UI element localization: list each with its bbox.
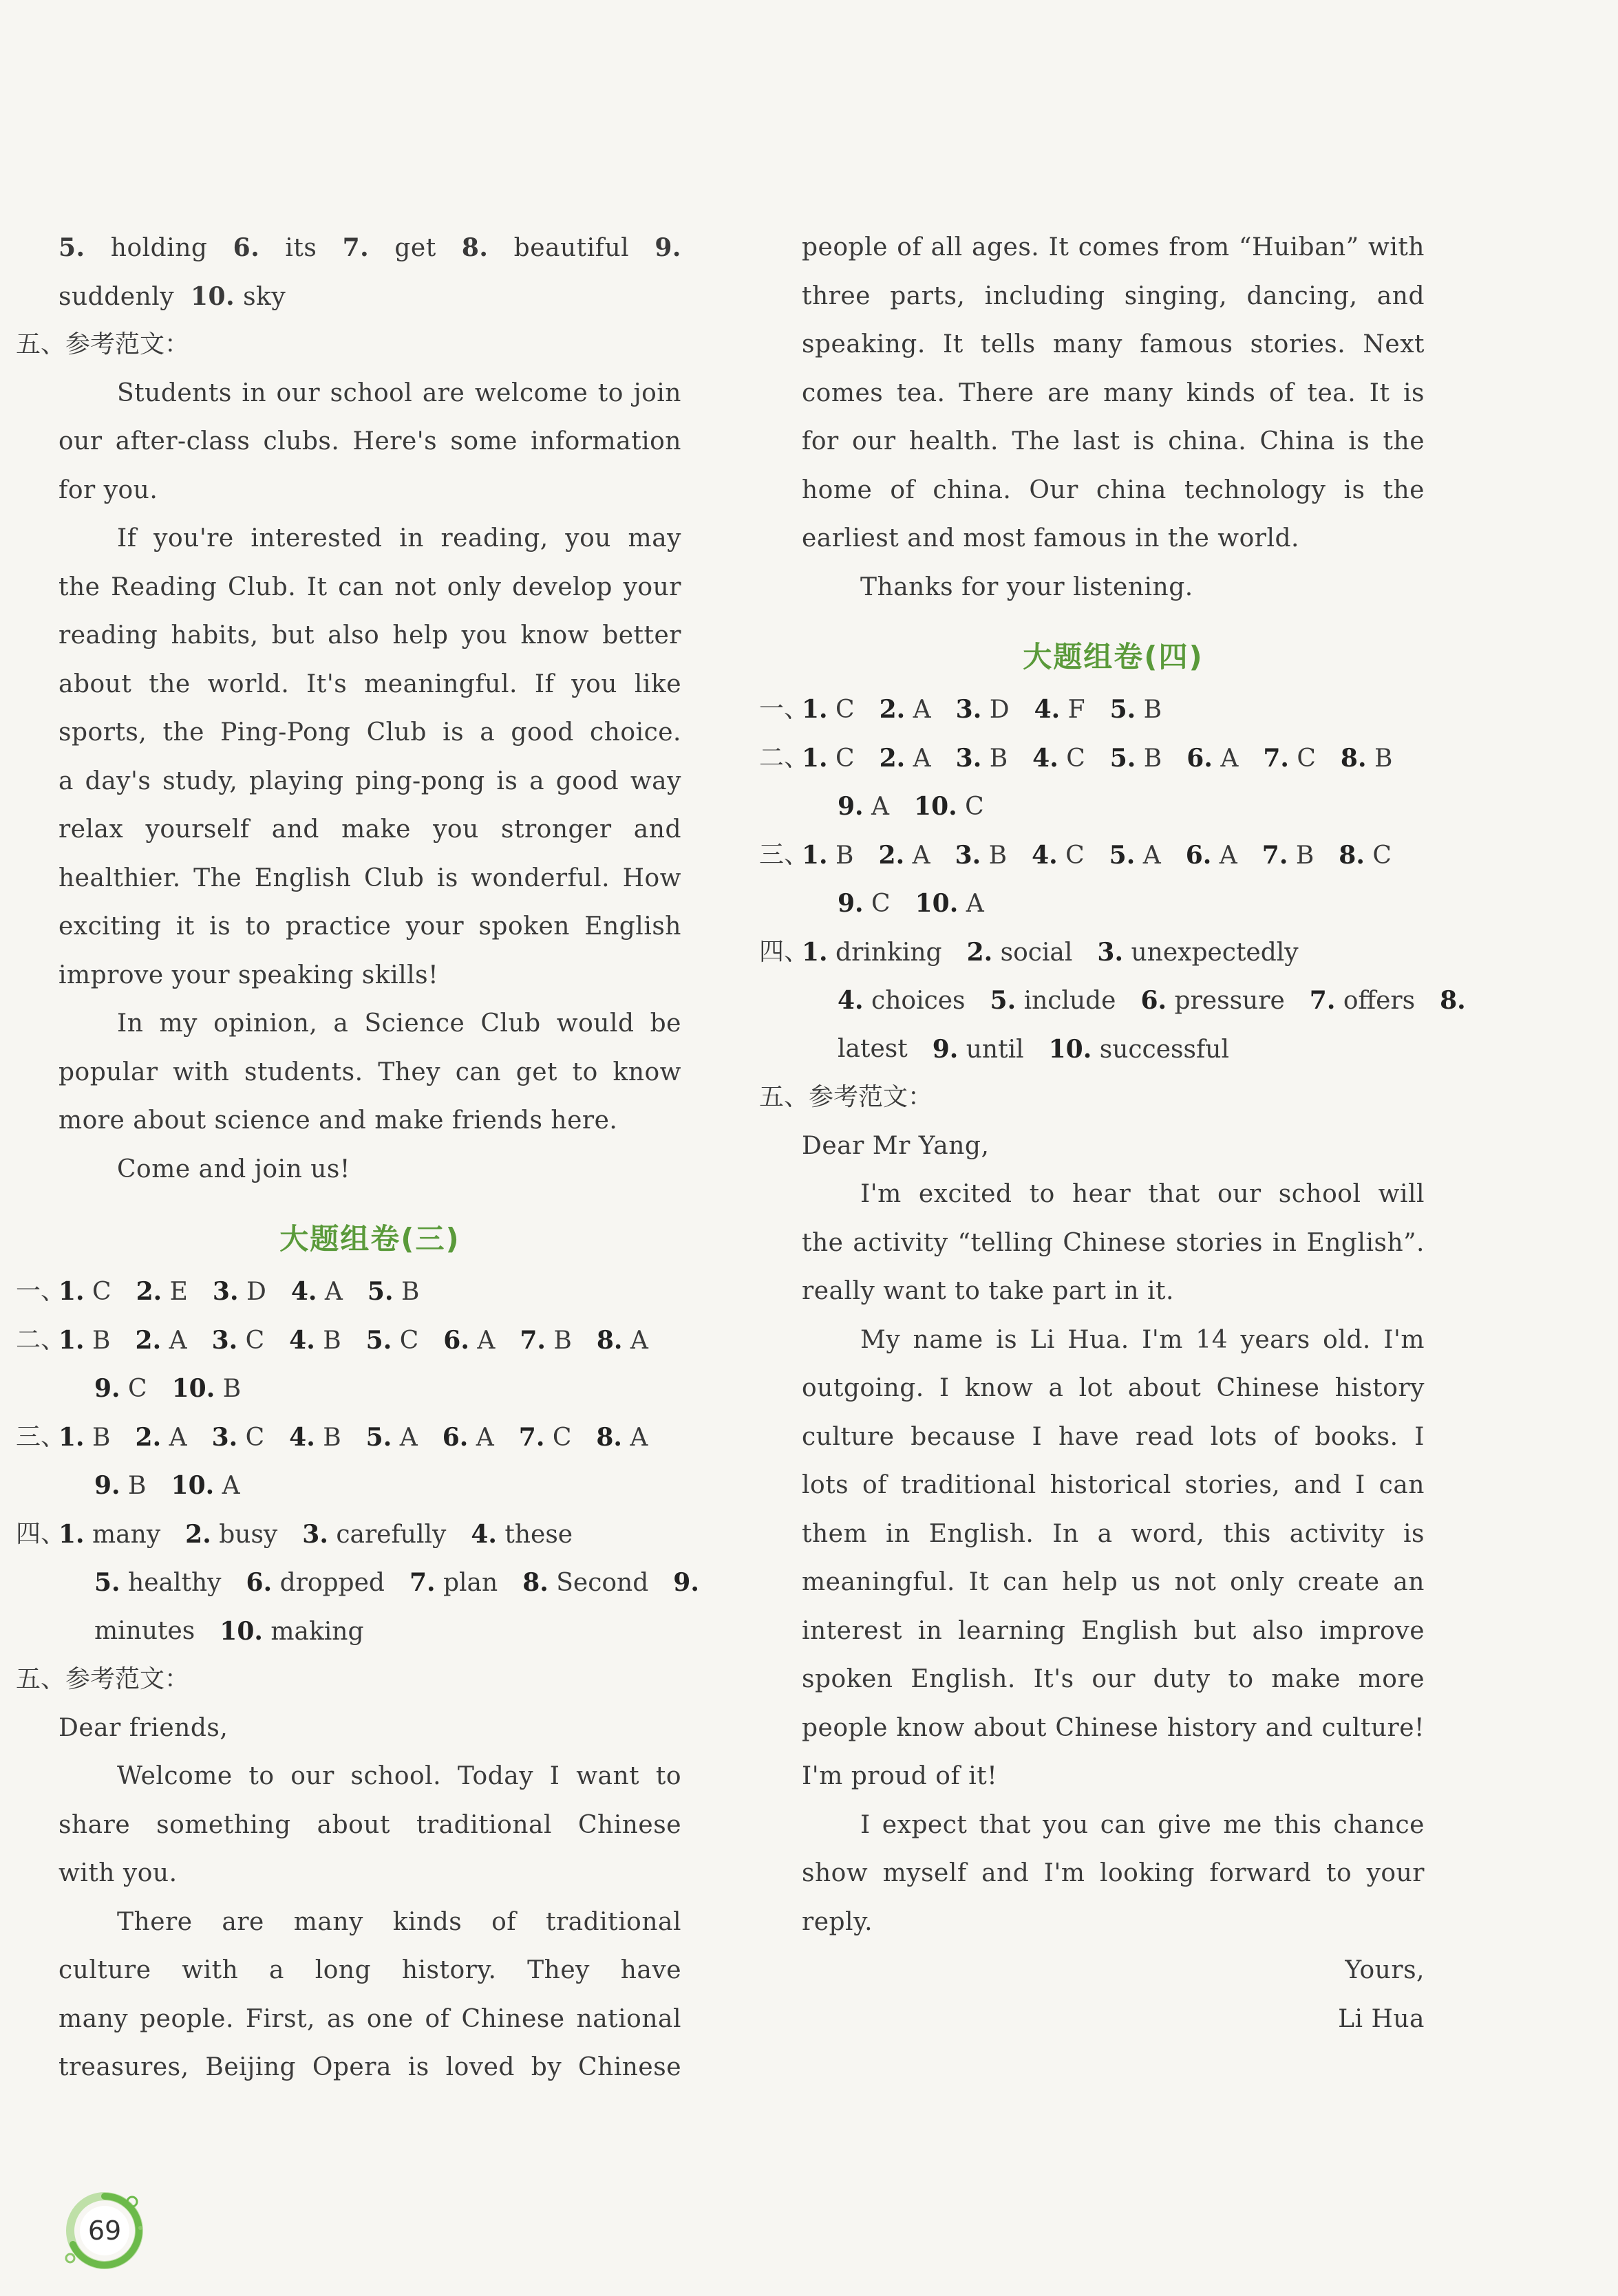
essay-line: earliest and most famous in the world. <box>802 524 1299 552</box>
essay-line: with you. <box>58 1859 178 1887</box>
page-number: 69 <box>87 2215 122 2246</box>
section-heading: 大题组卷(三) <box>279 1222 460 1256</box>
letter-line: reply. <box>802 1907 873 1936</box>
essay-line: the Reading Club. It can not only develop your <box>58 572 681 601</box>
essay-line: Come and join us! <box>117 1155 350 1183</box>
answer-row: minutes 10. making <box>94 1616 364 1646</box>
essay-line: reading habits, but also help you know better <box>58 621 681 650</box>
answer-row: 9. C 10. B <box>94 1374 242 1403</box>
essay-line: for our health. The last is china. China is the <box>802 427 1425 455</box>
letter-line: them in English. In a word, this activity is <box>802 1519 1425 1548</box>
left-column <box>16 224 699 2092</box>
essay-line: share something about traditional Chinese <box>58 1810 681 1839</box>
answer-row: 9. A 10. C <box>838 792 984 821</box>
letter-line: show myself and I'm looking forward to your <box>802 1859 1425 1887</box>
essay-line: Dear friends, <box>58 1713 228 1742</box>
essay-line: Thanks for your listening. <box>860 572 1193 601</box>
essay-line: treasures, Beijing Opera is loved by Chinese <box>58 2053 681 2081</box>
letter-line: really want to take part in it. <box>802 1277 1174 1305</box>
essay-line: If you're interested in reading, you may <box>117 524 681 552</box>
essay-line: sports, the Ping-Pong Club is a good choice. <box>58 718 681 747</box>
essay-line: healthier. The English Club is wonderful. How <box>58 863 681 892</box>
letter-line: interest in learning English but also improve <box>802 1616 1425 1645</box>
answer-row: 四、 1. drinking 2. social 3. unexpectedly <box>759 937 1299 967</box>
essay-line: speaking. It tells many famous stories. Next <box>802 330 1425 358</box>
letter-line: I'm excited to hear that our school will <box>860 1180 1425 1208</box>
answer-row: 5. healthy 6. dropped 7. plan 8. Second 9. <box>94 1568 699 1597</box>
section-label: 五、参考范文： <box>16 330 190 358</box>
answer-row: 一、 1. C 2. E 3. D 4. A 5. B <box>16 1277 420 1306</box>
letter-line: meaningful. It can help us not only create an <box>802 1568 1425 1596</box>
essay-line: three parts, including singing, dancing, and <box>802 281 1425 310</box>
essay-line: people of all ages. It comes from “Huiban” with <box>802 233 1425 261</box>
essay-line: for you. <box>58 475 158 504</box>
essay-line: many people. First, as one of Chinese national <box>58 2004 681 2033</box>
essay-line: exciting it is to practice your spoken English <box>58 912 681 941</box>
letter-line: My name is Li Hua. I'm 14 years old. I'm <box>860 1325 1425 1354</box>
answer-item: 8. beautiful <box>461 233 630 262</box>
section-label: 五、参考范文： <box>759 1083 933 1111</box>
answer-row: 二、 1. B 2. A 3. C 4. B 5. C 6. A 7. B 8. A <box>16 1325 648 1355</box>
answer-item: 7. get <box>342 233 436 262</box>
letter-line: people know about Chinese history and culture! <box>802 1713 1425 1742</box>
essay-line: about the world. It's meaningful. If you like <box>58 669 681 698</box>
answer-row: 四、 1. many 2. busy 3. carefully 4. these <box>16 1519 573 1549</box>
letter-line: outgoing. I know a lot about Chinese history <box>802 1374 1425 1402</box>
answer-item: 5. holding <box>58 233 208 262</box>
essay-line: a day's study, playing ping-pong is a good way <box>58 766 681 795</box>
answer-row: 二、 1. C 2. A 3. B 4. C 5. B 6. A 7. C 8. B <box>759 743 1393 773</box>
letter-closing: Yours, <box>1345 1956 1425 1984</box>
essay-line: In my opinion, a Science Club would be <box>117 1009 681 1038</box>
page-number-badge <box>61 2187 149 2275</box>
letter-line: I'm proud of it! <box>802 1762 998 1790</box>
section-heading: 大题组卷(四) <box>1023 640 1204 674</box>
essay-line: our after-class clubs. Here's some information <box>58 427 681 455</box>
right-column <box>759 224 1466 2043</box>
essay-line: There are many kinds of traditional <box>117 1907 681 1936</box>
essay-line: Students in our school are welcome to join <box>117 378 681 407</box>
answer-row: 三、 1. B 2. A 3. C 4. B 5. A 6. A 7. C 8. A <box>16 1422 648 1452</box>
essay-line: culture with a long history. They have <box>58 1956 681 1984</box>
answer-row: 4. choices 5. include 6. pressure 7. offers 8. <box>838 986 1466 1015</box>
essay-line: Welcome to our school. Today I want to <box>117 1762 681 1790</box>
answer-row: suddenly 10. sky <box>58 281 286 311</box>
letter-line: Dear Mr Yang, <box>802 1131 990 1160</box>
essay-line: relax yourself and make you stronger and <box>58 815 681 844</box>
essay-line: home of china. Our china technology is the <box>802 475 1425 504</box>
letter-line: lots of traditional historical stories, and I can <box>802 1471 1425 1499</box>
answer-row: 三、 1. B 2. A 3. B 4. C 5. A 6. A 7. B 8. C <box>759 840 1392 870</box>
letter-line: I expect that you can give me this chance <box>860 1810 1425 1839</box>
answer-item: 6. its <box>233 233 317 262</box>
answer-row: latest 9. until 10. successful <box>838 1034 1229 1064</box>
section-label: 五、参考范文： <box>16 1665 190 1693</box>
essay-line: more about science and make friends here. <box>58 1106 618 1135</box>
answer-item: 9. <box>654 233 681 262</box>
letter-line: culture because I have read lots of books. I <box>802 1422 1425 1451</box>
letter-signature: Li Hua <box>1338 2004 1425 2033</box>
essay-line: comes tea. There are many kinds of tea. It is <box>802 378 1425 407</box>
letter-line: spoken English. It's our duty to make more <box>802 1665 1425 1693</box>
answer-row: 一、 1. C 2. A 3. D 4. F 5. B <box>759 695 1162 724</box>
essay-line: improve your speaking skills! <box>58 961 439 989</box>
letter-line: the activity “telling Chinese stories in English”. <box>802 1228 1425 1257</box>
answer-row: 9. B 10. A <box>94 1471 240 1500</box>
essay-line: popular with students. They can get to know <box>58 1058 681 1086</box>
answer-row: 9. C 10. A <box>838 889 984 918</box>
answer-row <box>58 224 681 272</box>
